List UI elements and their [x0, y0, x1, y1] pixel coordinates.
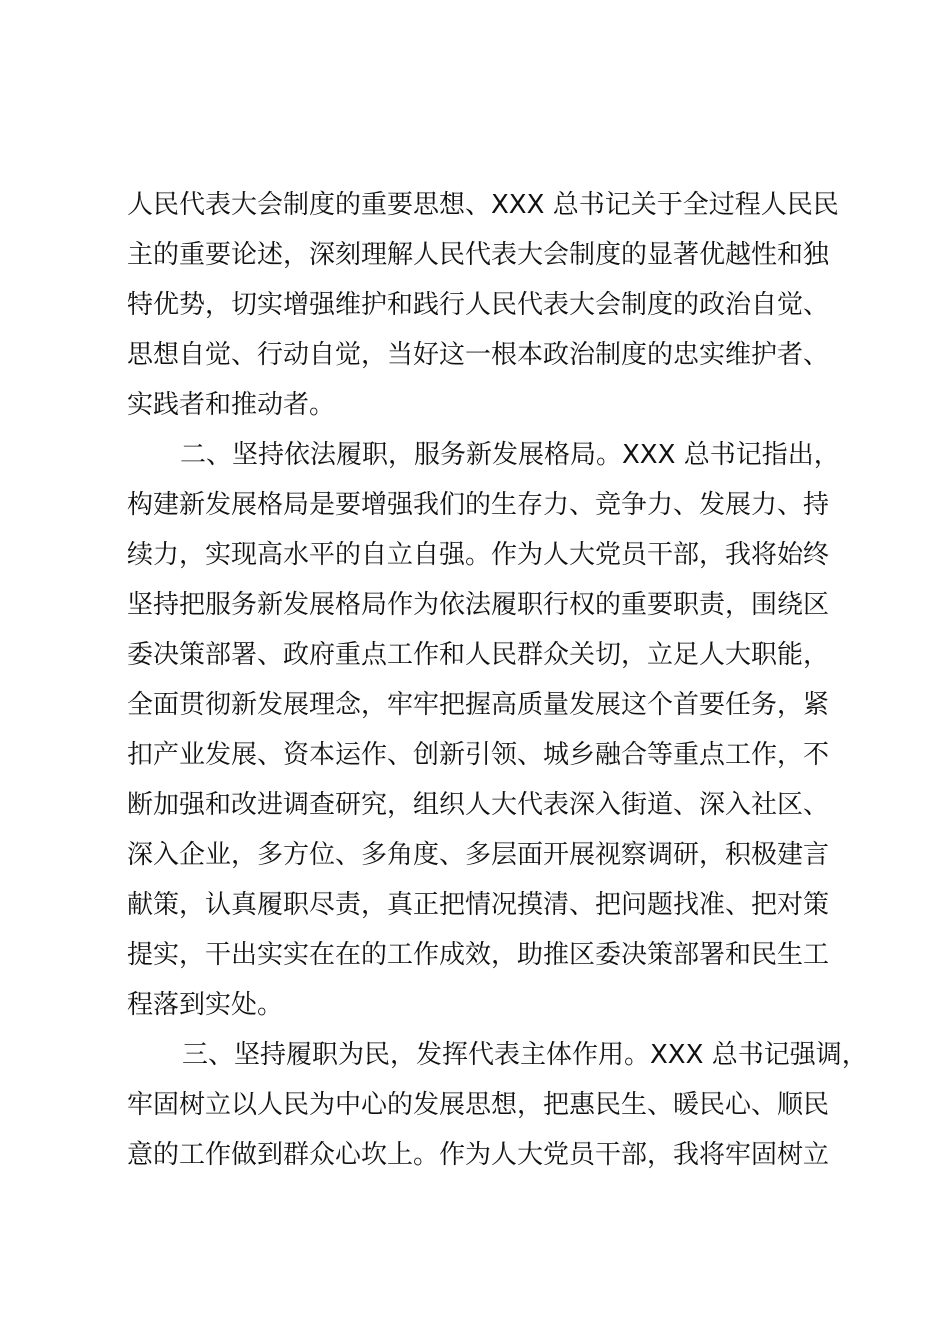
text-line-1: 人民代表大会制度的重要思想、XXX 总书记关于全过程人民民 — [127, 190, 839, 220]
text-line-7: 构建新发展格局是要增强我们的生存力、竞争力、发展力、持 — [127, 490, 830, 520]
text-line-4: 思想自觉、行动自觉，当好这一根本政治制度的忠实维护者、 — [127, 340, 830, 370]
text-line-13: 断加强和改进调查研究，组织人大代表深入街道、深入社区、 — [127, 790, 830, 820]
text-line-9: 坚持把服务新发展格局作为依法履职行权的重要职责，围绕区 — [127, 590, 830, 620]
text-line-5: 实践者和推动者。 — [127, 390, 336, 420]
text-line-20: 意的工作做到群众心坎上。作为人大党员干部，我将牢固树立 — [127, 1140, 830, 1170]
text-line-17: 程落到实处。 — [127, 990, 284, 1020]
text-line-12: 扣产业发展、资本运作、创新引领、城乡融合等重点工作，不 — [127, 740, 830, 770]
text-line-16: 提实，干出实实在在的工作成效，助推区委决策部署和民生工 — [127, 940, 830, 970]
text-line-19: 牢固树立以人民为中心的发展思想，把惠民生、暖民心、顺民 — [127, 1090, 830, 1120]
text-line-8: 续力，实现高水平的自立自强。作为人大党员干部，我将始终 — [127, 540, 830, 570]
text-line-15: 献策，认真履职尽责，真正把情况摸清、把问题找准、把对策 — [127, 890, 830, 920]
text-line-14: 深入企业，多方位、多角度、多层面开展视察调研，积极建言 — [127, 840, 830, 870]
text-line-3: 特优势，切实增强维护和践行人民代表大会制度的政治自觉、 — [127, 290, 830, 320]
paragraph-2-heading-line: 二、坚持依法履职，服务新发展格局。XXX 总书记指出， — [180, 440, 840, 470]
text-line-2: 主的重要论述，深刻理解人民代表大会制度的显著优越性和独 — [127, 240, 830, 270]
paragraph-3-heading-line: 三、坚持履职为民，发挥代表主体作用。XXX 总书记强调， — [182, 1040, 868, 1070]
text-line-10: 委决策部署、政府重点工作和人民群众关切，立足人大职能， — [127, 640, 830, 670]
text-line-11: 全面贯彻新发展理念，牢牢把握高质量发展这个首要任务，紧 — [127, 690, 830, 720]
